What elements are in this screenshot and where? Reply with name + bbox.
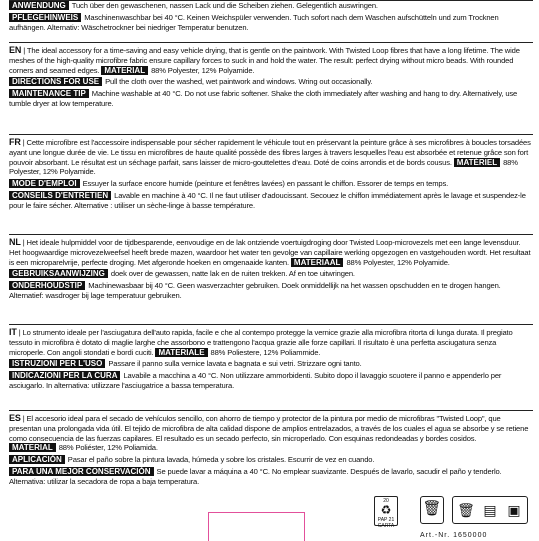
trash-bin-icon: 🗑 — [457, 502, 475, 518]
recycle-icon: ♻ — [380, 503, 392, 517]
es-material-text: 88% Poliéster, 12% Poliamida. — [58, 443, 158, 453]
nl-onderhoud-label: ONDERHOUDSTIP — [9, 281, 85, 290]
fr-mode-label: MODE D'EMPLOI — [9, 179, 80, 188]
it-material-label: MATERIALE — [155, 348, 207, 357]
section-en: EN | The ideal accessory for a time-saving and easy vehicle drying, that is gentle on the paintwork. With Twisted Loop fibres that have a long lifetime. The wide meshes of the high-quality microfibre fabric ensure capillary forces to suck in and hold the water. The result: perfect drying without micro beads. With rounded corners and seamed edges. MATERIAL 88% Polyester, 12% Polyamide. DIRECTIONS FOR USE Pull the cloth over the washed, wet paintwork and windows. Wring out occasionally. MAINTENANCE TIP Machine washable at 40 °C. Do not use fabric softener. Shake the cloth immediately after washing and hang to dry. Alternatively, use tumble dryer at low temperature. — [9, 45, 520, 108]
nl-material-label: MATERIAAL — [291, 258, 344, 267]
fr-conseils-label: CONSEILS D'ENTRETIEN — [9, 191, 111, 200]
fr-intro: Cette microfibre est l'accessoire indispensable pour sécher rapidement le véhicule tout en préservant la peinture grâce à ses microfibres à boucles torsadées ayant une longue durée de vie. Le tissu en microfibres de haute qualité possède des fibres larges à travers lesquelles l'eau est absorbée et retenue grâce son fort pouvoir absorbant. Le résultat est un séchage parfait, sans laisser de micro-gouttelettes d'eau. Doté de coins arrondis et de bords cousus. — [9, 138, 531, 167]
en-directions-text: Pull the cloth over the washed, wet paintwork and windows. Wring out occasionally. — [105, 77, 373, 87]
de-anwendung-label: ANWENDUNG — [9, 1, 69, 10]
en-maintenance-text: Machine washable at 40 °C. Do not use fabric softener. Shake the cloth immediately after washing and hang to dry. Alternatively, use tumble dryer at low temperature. — [9, 89, 518, 108]
es-lang-code: ES — [9, 413, 21, 423]
es-aplicacion-text: Pasar el paño sobre la pintura lavada, húmeda y sobre los cristales. Escurrir de vez en cuando. — [67, 455, 375, 465]
it-indicazioni-text: Lavabile a macchina a 40 °C. Non utilizzare ammorbidenti. Subito dopo il lavaggio scuotere il panno e appenderlo per asciugarlo. In alternativa: utilizzare l'asciugatrice a bassa temperatura. — [9, 371, 502, 390]
nl-material-text: 88% Polyester, 12% Polyamide. — [346, 257, 450, 267]
divider — [9, 42, 533, 43]
recycling-code: PAP 21 — [377, 517, 395, 523]
plastic-sort-icon: ▣ — [507, 502, 521, 518]
divider — [9, 410, 533, 411]
fr-mode-text: Essuyer la surface encore humide (peinture et fenêtres lavées) en passant le chiffon. Essorer de temps en temps. — [82, 179, 449, 189]
paper-sort-icon: ▤ — [483, 502, 497, 518]
it-istruzioni-label: ISTRUZIONI PER L'USO — [9, 359, 105, 368]
section-de — [9, 1, 533, 34]
recycling-number: 20 — [383, 498, 389, 504]
es-aplicacion-label: APLICACIÓN — [9, 455, 65, 464]
nl-lang-code: NL — [9, 237, 21, 247]
it-intro: Lo strumento ideale per l'asciugatura dell'auto rapida, facile e che al contempo protegge la vernice grazie alla microfibra ritorta di lunga durata. Il pregiato tessuto in microfibra è dotato di maglie larghe che assorbono e trattengono l'acqua grazie alle forze capillari. Il risultato è una perfetta asciugatura senza microperle. Con angoli stondati e bordi cuciti. — [9, 328, 513, 357]
fr-material-label: MATÉRIEL — [454, 158, 500, 167]
es-intro: El accesorio ideal para el secado de vehículos sencillo, con ahorro de tiempo y protector de la pintura por medio de microfibras "Twisted Loop", que presentan una prolongada vida útil. El tejido de microfibra de alta calidad dispone de amplios entrelazados, a través de los cuales el agua se absorbe y se retiene como consecuencia de las fuerzas capilares. El resultado es un secado perfecto, sin microperlado. Con esquinas redondeadas y bordes cosidos. — [9, 414, 529, 443]
it-istruzioni-text: Passare il panno sulla vernice lavata e bagnata e sui vetri. Strizzare ogni tanto. — [108, 359, 362, 369]
en-material-text: 88% Polyester, 12% Polyamide. — [151, 65, 255, 75]
nl-intro: Het ideale hulpmiddel voor de tijdbesparende, eenvoudige en de lak ontziende voertuigdroging door Twisted Loop-microvezels met een lange levensduur. Het hoogwaardige microvezelweefsel heeft brede mazen, waardoor het water ten gevolge van capillaire werking opgezogen en vastgehouden wordt. Het resultaat is een microparelvrije, perfecte droging. Met afgeronde hoeken en omgenaaide kanten. — [9, 238, 531, 267]
section-nl: NL | Het ideale hulpmiddel voor de tijdbesparende, eenvoudige en de lak ontziende voertuigdroging door Twisted Loop-microvezels met een lange levensduur. Het hoogwaardige microvezelweefsel heeft brede mazen, waardoor het water ten gevolge van capillaire werking opgezogen en vastgehouden wordt. Het resultaat is een microparelvrije, perfecte droging. Met afgeronde hoeken en omgenaaide kanten. MATERIAAL 88% Polyester, 12% Polyamide. GEBRUIKSAANWIJZING doek over de gewassen, natte lak en de ruiten trekken. Af en toe uitwringen. ONDERHOUDSTIP Machinewasbaar bij 40 °C. Geen wasverzachter gebruiken. Doek onmiddellijk na het wassen opschudden en te drogen hangen. Alternatief: wasdroger bij lage temperatuur gebruiken. — [9, 237, 531, 300]
fr-material-text: 88% Polyester, 12% Polyamide. — [9, 157, 518, 177]
en-lang-code: EN — [9, 45, 22, 55]
recycling-word: CARTA — [377, 523, 395, 529]
divider — [9, 134, 533, 135]
nl-gebruik-label: GEBRUIKSAANWIJZING — [9, 269, 108, 278]
it-lang-code: IT — [9, 327, 17, 337]
section-es: ES | El accesorio ideal para el secado de vehículos sencillo, con ahorro de tiempo y protector de la pintura por medio de microfibras "Twisted Loop", que presentan una prolongada vida útil. El tejido de microfibra de alta calidad dispone de amplios entrelazados, a través de los cuales el agua se absorbe y se retiene como consecuencia de las fuerzas capilares. El resultado es un secado perfecto, sin microperlado. Con esquinas redondeadas y bordes cosidos. MATERIAL 88% Poliéster, 12% Poliamida. APLICACIÓN Pasar el paño sobre la pintura lavada, húmeda y sobre los cristales. Escurrir de vez en cuando. PARA UNA MEJOR CONSERVACIÓN Se puede lavar a máquina a 40 °C. No emplear suavizante. Después de lavarlo, sacudir el paño y tenderlo. Alternativa: utilizar la secadora de ropa a baja temperatura. — [9, 413, 529, 486]
de-pflege-text: Maschinenwaschbar bei 40 °C. Keinen Weichspüler verwenden. Tuch sofort nach dem Waschen aufschütteln und zum Trocknen aufhängen. Alternativ: Wäschetrockner bei niedriger Temperatur benutzen. — [9, 12, 499, 32]
es-conservacion-label: PARA UNA MEJOR CONSERVACIÓN — [9, 467, 154, 476]
section-fr: FR | Cette microfibre est l'accessoire indispensable pour sécher rapidement le véhicule tout en préservant la peinture grâce à ses microfibres à boucles torsadées ayant une longue durée de vie. Le tissu en microfibres de haute qualité possède des fibres larges à travers lesquelles l'eau est absorbée et retenue grâce son fort pouvoir absorbant. Le résultat est un séchage parfait, sans laisser de micro-gouttelettes d'eau. Doté de coins arrondis et de bords cousus. MATÉRIEL 88% Polyester, 12% Polyamide. MODE D'EMPLOI Essuyer la surface encore humide (peinture et fenêtres lavées) en passant le chiffon. Essorer de temps en temps. CONSEILS D'ENTRETIEN Lavable en machine à 40 °C. Il ne faut utiliser d'adoucissant. Secouez le chiffon immédiatement après le lavage et suspendez-le pour le faire sécher. Alternative : utiliser un sèche-linge à basse température. — [9, 137, 531, 210]
pictogram-box — [452, 496, 528, 524]
nl-gebruik-text: doek over de gewassen, natte lak en de ruiten trekken. Af en toe uitwringen. — [110, 269, 355, 279]
es-material-label: MATERIAL — [9, 443, 56, 452]
recycling-code-badge — [374, 496, 398, 529]
article-number: Art.-Nr. 1650000 — [420, 532, 488, 539]
it-material-text: 88% Poliestere, 12% Poliammide. — [210, 347, 321, 357]
it-indicazioni-label: INDICAZIONI PER LA CURA — [9, 371, 120, 380]
en-intro: The ideal accessory for a time-saving and easy vehicle drying, that is gentle on the paintwork. With Twisted Loop fibres that have a long lifetime. The wide meshes of the high-quality microfibre fabric ensure capillary forces to suck in and hold the water. The result: perfect drying without micro beads. With rounded corners and seamed edges. — [9, 46, 520, 75]
divider — [9, 324, 533, 325]
en-directions-label: DIRECTIONS FOR USE — [9, 77, 102, 86]
section-it: IT | Lo strumento ideale per l'asciugatura dell'auto rapida, facile e che al contempo protegge la vernice grazie alla microfibra ritorta di lunga durata. Il pregiato tessuto in microfibra è dotato di maglie larghe che assorbono e trattengono l'acqua grazie alle forze capillari. Il risultato è una perfetta asciugatura senza microperle. Con angoli stondati e bordi cuciti. MATERIALE 88% Poliestere, 12% Poliammide. ISTRUZIONI PER L'USO Passare il panno sulla vernice lavata e bagnata e sui vetri. Strizzare ogni tanto. INDICAZIONI PER LA CURA Lavabile a macchina a 40 °C. Non utilizzare ammorbidenti. Subito dopo il lavaggio scuotere il panno e appenderlo per asciugarlo. In alternativa: utilizzare l'asciugatrice a bassa temperatura. — [9, 327, 513, 390]
de-anwendung-text: Tuch über den gewaschenen, nassen Lack und die Scheiben ziehen. Gelegentlich auswringen. — [71, 1, 378, 10]
fr-lang-code: FR — [9, 137, 21, 147]
divider — [9, 234, 533, 235]
en-material-label: MATERIAL — [101, 66, 148, 75]
barcode-area — [208, 512, 305, 541]
nl-onderhoud-text: Machinewasbaar bij 40 °C. Geen wasverzachter gebruiken. Doek onmiddellijk na het wassen opschudden en te drogen hangen. Alternatief: wasdroger bij lage temperatuur gebruiken. — [9, 281, 501, 300]
es-conservacion-text: Se puede lavar a máquina a 40 °C. No emplear suavizante. Después de lavarlo, sacudir el paño y tenderlo. Alternativa: utilizar la secadora de ropa a baja temperatura. — [9, 466, 502, 486]
de-pflege-label: PFLEGEHINWEIS — [9, 13, 81, 22]
en-maintenance-label: MAINTENANCE TIP — [9, 89, 89, 98]
trash-bin-icon: 🗑 — [420, 496, 444, 524]
fr-conseils-text: Lavable en machine à 40 °C. Il ne faut utiliser d'adoucissant. Secouez le chiffon immédiatement après le lavage et suspendez-le pour le faire sécher. Alternative : utiliser un sèche-linge à basse température. — [9, 190, 526, 210]
